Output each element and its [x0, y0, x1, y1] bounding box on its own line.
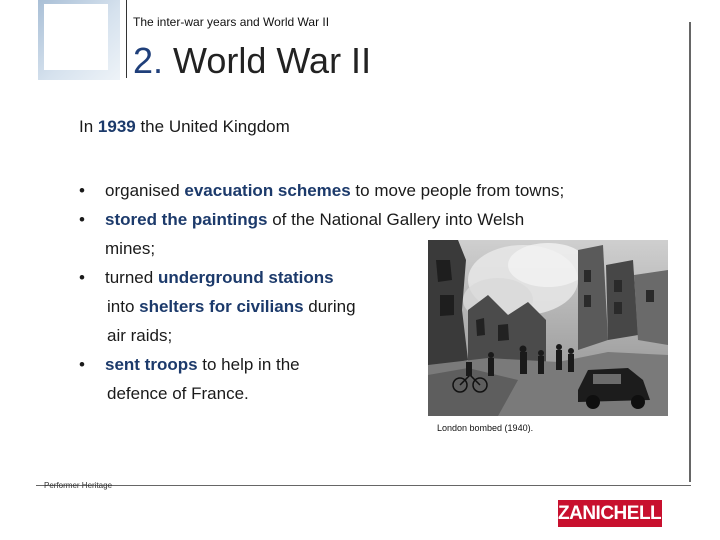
bullet-line: into shelters for civilians during: [107, 297, 356, 316]
intro-prefix: In: [79, 117, 98, 136]
bombed-london-photo: [428, 240, 668, 416]
slide-subtitle: The inter-war years and World War II: [133, 15, 330, 29]
intro-suffix: the United Kingdom: [135, 117, 290, 136]
bullet-marker: •: [79, 210, 85, 229]
bullet-line: sent troops to help in the: [105, 355, 300, 374]
bullet-marker: •: [79, 355, 85, 374]
photo-caption: London bombed (1940).: [437, 423, 534, 433]
bullet-line: organised evacuation schemes to move people from towns;: [105, 181, 565, 200]
footer-title: Performer Heritage: [44, 481, 113, 490]
bullet-marker: •: [79, 181, 85, 200]
logo-square-inner: [44, 4, 108, 70]
title-number: 2.: [133, 40, 164, 81]
bullet-line: defence of France.: [107, 384, 249, 403]
title-text: World War II: [173, 40, 372, 81]
bottom-border: [36, 485, 691, 486]
bullet-line: mines;: [105, 239, 156, 258]
title-divider: [126, 0, 127, 78]
bullet-line: turned underground stations: [105, 268, 334, 287]
intro-year: 1939: [97, 117, 136, 136]
intro-text: [79, 117, 290, 137]
slide-title: [133, 40, 371, 82]
brand-logo: ZANICHELLI: [558, 500, 662, 527]
bullet-line: air raids;: [107, 326, 173, 345]
bullet-marker: •: [79, 268, 85, 287]
bullet-item: [79, 176, 564, 205]
right-border: [689, 22, 691, 482]
bullet-line: stored the paintings of the National Gallery into Welsh: [105, 210, 525, 229]
